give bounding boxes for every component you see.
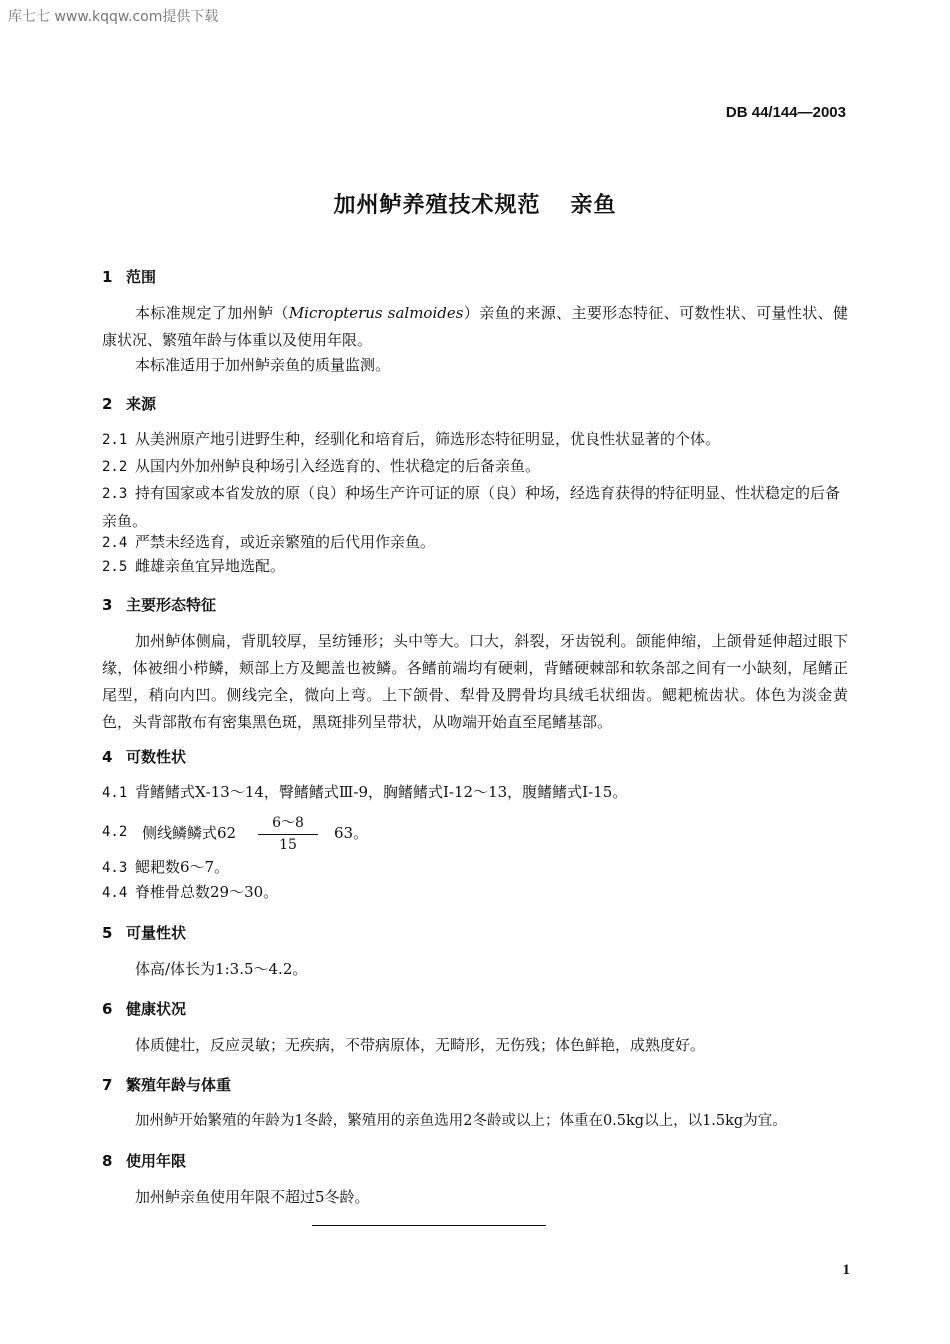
section-8-heading xyxy=(102,1150,186,1171)
section-7-text: 加州鲈开始繁殖的年龄为1冬龄，繁殖用的亲鱼选用2冬龄或以上；体重在0.5kg以上，以1.5kg为宜。 xyxy=(135,1113,787,1129)
section-number: 7 xyxy=(102,1076,113,1094)
title-main: 加州鲈养殖技术规范 xyxy=(333,193,541,218)
clause-text-tail: 63。 xyxy=(334,824,369,842)
para-text: ）亲鱼的来源、主要形态特征、可数性状、可量性状、健康状况、繁殖年龄与体重以及使用年限。 xyxy=(102,304,848,349)
section-7-heading xyxy=(102,1074,231,1095)
section-number: 8 xyxy=(102,1152,113,1170)
standard-code: DB 44/144—2003 xyxy=(725,104,846,121)
clause-text: 从美洲原产地引进野生种，经驯化和培育后，筛选形态特征明显，优良性状显著的个体。 xyxy=(135,430,721,448)
clause-number: 2.2 xyxy=(102,459,128,475)
section-6-heading xyxy=(102,998,186,1019)
section-number: 4 xyxy=(102,748,113,766)
clause-number: 2.1 xyxy=(102,432,128,448)
clause-text: 雌雄亲鱼宜异地选配。 xyxy=(135,557,286,575)
clause-2-1 xyxy=(102,426,848,454)
clause-2-5 xyxy=(102,553,848,581)
section-title: 可量性状 xyxy=(126,924,187,942)
title-sub: 亲鱼 xyxy=(570,193,617,218)
fraction-denominator: 15 xyxy=(279,837,297,853)
document-title xyxy=(0,188,950,219)
section-number: 1 xyxy=(102,268,113,286)
section-title: 主要形态特征 xyxy=(126,596,217,614)
section-title: 健康状况 xyxy=(126,1000,187,1018)
clause-text: 脊椎骨总数29～30。 xyxy=(135,883,279,901)
clause-number: 4.1 xyxy=(102,785,128,801)
section-3-heading xyxy=(102,594,216,615)
clause-number: 4.2 xyxy=(102,824,128,840)
clause-number: 2.4 xyxy=(102,535,128,551)
section-title: 可数性状 xyxy=(126,748,187,766)
clause-text: 鳃耙数6～7。 xyxy=(135,858,230,876)
para-text: 本标准规定了加州鲈（ xyxy=(135,304,289,322)
section-4-heading xyxy=(102,746,186,767)
section-3-para: 加州鲈体侧扁，背肌较厚，呈纺锤形；头中等大。口大，斜裂，牙齿锐利。颌能伸缩，上颌骨延伸超过眼下缘，体被细小栉鳞，颊部上方及鳃盖也被鳞。各鳍前端均有硬刺，背鳍硬棘部和软条部之间有一小缺刻，尾鳍正尾型，稍向内凹。侧线完全，微向上弯。上下颌骨、犁骨及腭骨均具绒毛状细齿。鳃耙梳齿状。体色为淡金黄色，头背部散布有密集黑色斑，黑斑排列呈带状，从吻端开始直至尾鳍基部。 xyxy=(102,632,848,731)
section-title: 使用年限 xyxy=(126,1152,187,1170)
section-title: 繁殖年龄与体重 xyxy=(126,1076,232,1094)
section-5-text: 体高/体长为1:3.5～4.2。 xyxy=(135,960,308,978)
clause-2-2 xyxy=(102,453,848,481)
section-5-heading xyxy=(102,922,186,943)
clause-text: 背鳍鳍式Ⅹ-13～14，臀鳍鳍式Ⅲ-9，胸鳍鳍式Ⅰ-12～13，腹鳍鳍式Ⅰ-15。 xyxy=(135,783,628,801)
section-8-text: 加州鲈亲鱼使用年限不超过5冬龄。 xyxy=(135,1188,370,1206)
clause-4-4 xyxy=(102,879,848,907)
clause-4-3 xyxy=(102,854,848,882)
watermark: 库七七 www.kqqw.com提供下载 xyxy=(8,9,219,25)
section-number: 3 xyxy=(102,596,113,614)
clause-text: 从国内外加州鲈良种场引入经选育的、性状稳定的后备亲鱼。 xyxy=(135,457,541,475)
lateral-line-scale-fraction xyxy=(258,812,318,853)
clause-number: 2.5 xyxy=(102,559,128,575)
section-title: 来源 xyxy=(126,395,157,413)
section-title: 范围 xyxy=(126,268,157,286)
section-number: 6 xyxy=(102,1000,113,1018)
end-rule xyxy=(312,1225,546,1226)
section-number: 5 xyxy=(102,924,113,942)
section-2-heading xyxy=(102,393,156,414)
section-1-para-1 xyxy=(102,300,848,354)
clause-4-1 xyxy=(102,779,848,807)
fraction-numerator: 6～8 xyxy=(258,812,318,835)
section-1-heading xyxy=(102,266,156,287)
latin-name: Micropterus salmoides xyxy=(288,304,464,322)
clause-text: 严禁未经选育，或近亲繁殖的后代用作亲鱼。 xyxy=(135,533,436,551)
section-1-para-2: 本标准适用于加州鲈亲鱼的质量监测。 xyxy=(135,356,391,374)
clause-text: 持有国家或本省发放的原（良）种场生产许可证的原（良）种场，经选育获得的特征明显、性状稳定的后备亲鱼。 xyxy=(102,484,841,530)
clause-text: 侧线鳞鳞式62 xyxy=(142,824,237,842)
page-number: 1 xyxy=(842,1262,850,1278)
section-6-text: 体质健壮，反应灵敏；无疾病，不带病原体，无畸形，无伤残；体色鲜艳，成熟度好。 xyxy=(135,1036,706,1054)
clause-number: 2.3 xyxy=(102,486,128,502)
clause-number: 4.4 xyxy=(102,885,128,901)
section-number: 2 xyxy=(102,395,113,413)
clause-2-3 xyxy=(102,480,848,535)
clause-number: 4.3 xyxy=(102,860,128,876)
